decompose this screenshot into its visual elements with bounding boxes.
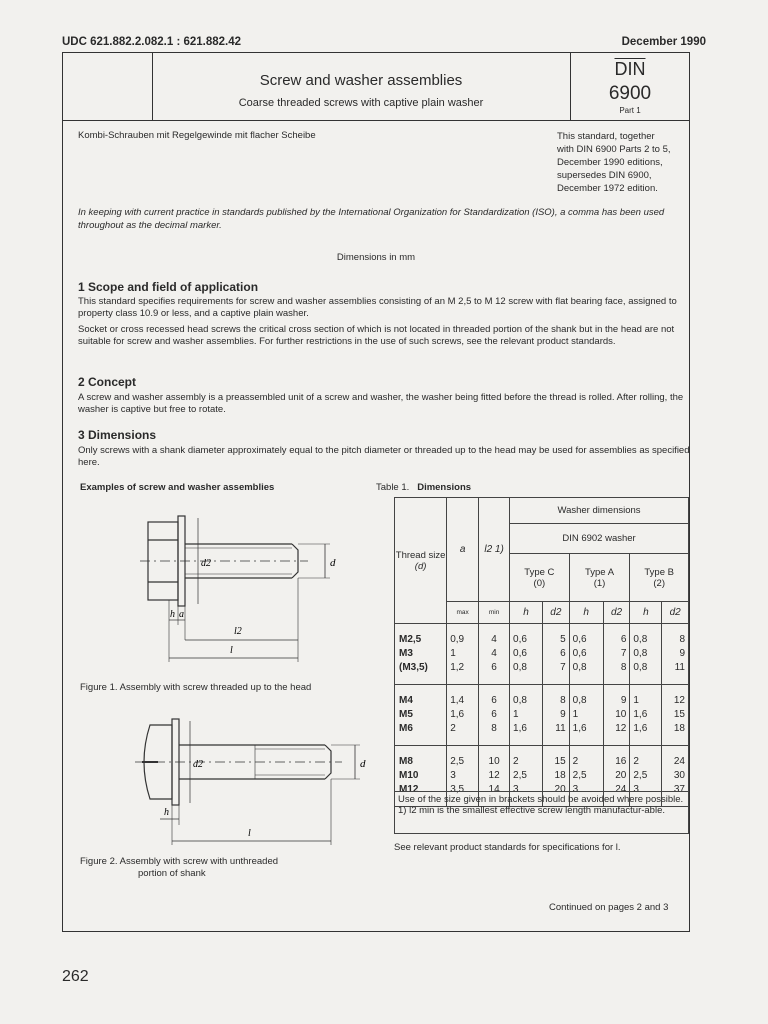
col-a-max: max xyxy=(447,602,479,624)
section-1-heading: 1 Scope and field of application xyxy=(78,280,259,294)
type-c-header: Type C (0) xyxy=(510,554,570,602)
dimensions-note: Dimensions in mm xyxy=(336,252,416,263)
figure-2-caption: Figure 2. Assembly with screw with unthreaded xyxy=(80,856,279,867)
din-number: 6900 xyxy=(608,83,652,104)
iso-note: In keeping with current practice in standards published by the International Organization for Standardization (ISO), a comma has been used throughout as the decimal marker. xyxy=(78,207,665,231)
type-b-header: Type B (2) xyxy=(630,554,689,602)
section-2-heading: 2 Concept xyxy=(78,375,137,389)
section-1-para-1: This standard specifies requirements for screw and washer assemblies consisting of an M 2,5 to M 12 screw with flat bearing face, assigned to property class 10.9 or less, and a captive plain washer. xyxy=(78,296,677,319)
fig1-label-l2: l2 xyxy=(234,626,242,637)
figure-1-caption: Figure 1. Assembly with screw threaded up to the head xyxy=(80,682,312,693)
table-row-group-1: M2,5 M3 (M3,5) 0,9 1 1,2 4 4 6 0,6 0,6 0,8 5 6 7 0,6 0,6 0,8 6 7 8 0,8 0,8 0,8 8 9 11 xyxy=(395,624,689,685)
fig1-label-a: a xyxy=(179,609,184,620)
washer-dimensions-header: Washer dimensions xyxy=(510,498,689,524)
table-note-brackets: Use of the size given in brackets should be avoided where possible. xyxy=(398,794,684,805)
col-l2-header: l2 1) xyxy=(479,498,510,602)
din6902-header: DIN 6902 washer xyxy=(510,524,689,554)
table-note-l2min: 1) l2 min is the smallest effective screw length manufactur-able. xyxy=(398,805,665,816)
fig1-label-d2: d2 xyxy=(201,558,211,569)
table-row-group-2: M4 M5 M6 1,4 1,6 2 6 6 8 0,8 1 1,6 8 9 11 0,8 1 1,6 9 10 12 1 1,6 1,6 12 15 18 xyxy=(395,685,689,746)
fig2-label-l: l xyxy=(248,828,251,839)
figure-1-drawing xyxy=(80,500,380,680)
see-note: See relevant product standards for specifications for l. xyxy=(394,842,621,853)
fig1-label-l: l xyxy=(230,645,233,656)
document-title: Screw and washer assemblies xyxy=(259,72,463,89)
section-3-heading: 3 Dimensions xyxy=(78,428,157,442)
german-title: Kombi-Schrauben mit Regelgewinde mit flacher Scheibe xyxy=(78,130,316,141)
supersedes-note: This standard, together with DIN 6900 Parts 2 to 5, December 1990 editions, supersedes DIN 6900, December 1972 edition. xyxy=(557,131,671,194)
col-l2-min: min xyxy=(479,602,510,624)
issue-date: December 1990 xyxy=(621,36,706,48)
fig2-label-d2: d2 xyxy=(193,759,203,770)
figure-2-drawing xyxy=(80,705,380,855)
table-row-group-3: M8 M10 M12 2,5 3 3,5 10 12 14 2 2,5 3 15 18 20 2 2,5 3 16 20 24 2 2,5 3 24 30 37 xyxy=(395,746,689,807)
dimensions-table: Thread size (d) a l2 1) Washer dimensions DIN 6902 washer Type C (0) Type A (1) Type B (2) max min h d2 h d2 h d2 M2,5 M3 (M3,5) 0,9 1 1,2 4 4 6 0,6 0,6 0,8 5 6 7 0,6 0,6 0,8 6 7 8 0,8 0,8 0,8 8 9 11 M4 M5 M6 1,4 1,6 2 6 6 8 0,8 1 1,6 8 9 11 0,8 1 1,6 9 10 12 1 1,6 1,6 12 15 18 M8 M10 M12 2,5 3 3,5 10 12 14 2 2,5 3 15 18 20 2 2,5 3 16 20 24 2 2,5 3 24 30 37 xyxy=(394,497,689,807)
section-3-para-1: Only screws with a shank diameter approximately equal to the pitch diameter or threaded up to the head may be used for assemblies as specified here. xyxy=(78,445,690,468)
fig2-label-h: h xyxy=(164,807,169,818)
fig1-label-d: d xyxy=(330,557,336,569)
fig1-label-h: h xyxy=(170,609,175,620)
section-2-para-1: A screw and washer assembly is a preassembled unit of a screw and washer, the washer being fitted before the thread is rolled. After rolling, the washer is captive but free to rotate. xyxy=(78,392,684,415)
examples-heading: Examples of screw and washer assemblies xyxy=(80,482,275,493)
din-label: $\overline{DIN}$ xyxy=(614,59,646,79)
table-caption: Table 1. Dimensions xyxy=(376,482,472,493)
page-number: 262 xyxy=(62,968,89,985)
udc-code: UDC 621.882.2.082.1 : 621.882.42 xyxy=(62,36,242,48)
table-footnotes xyxy=(394,791,689,834)
header-divider xyxy=(62,120,690,121)
section-1-para-2: Socket or cross recessed head screws the critical cross section of which is not located in threaded portion of the shank but in the head are not suitable for screw and washer assemblies. For further restrictions in the use of such screws, see the relevant product standards. xyxy=(78,324,675,347)
document-subtitle: Coarse threaded screws with captive plain washer xyxy=(238,97,484,109)
continued-note: Continued on pages 2 and 3 xyxy=(549,902,669,913)
fig2-label-d: d xyxy=(360,758,366,770)
din-part: Part 1 xyxy=(619,106,641,115)
type-a-header: Type A (1) xyxy=(569,554,630,602)
col-a-header: a xyxy=(447,498,479,602)
thread-size-header: Thread size (d) xyxy=(395,498,447,624)
figure-2-caption-line-2: portion of shank xyxy=(138,868,206,879)
